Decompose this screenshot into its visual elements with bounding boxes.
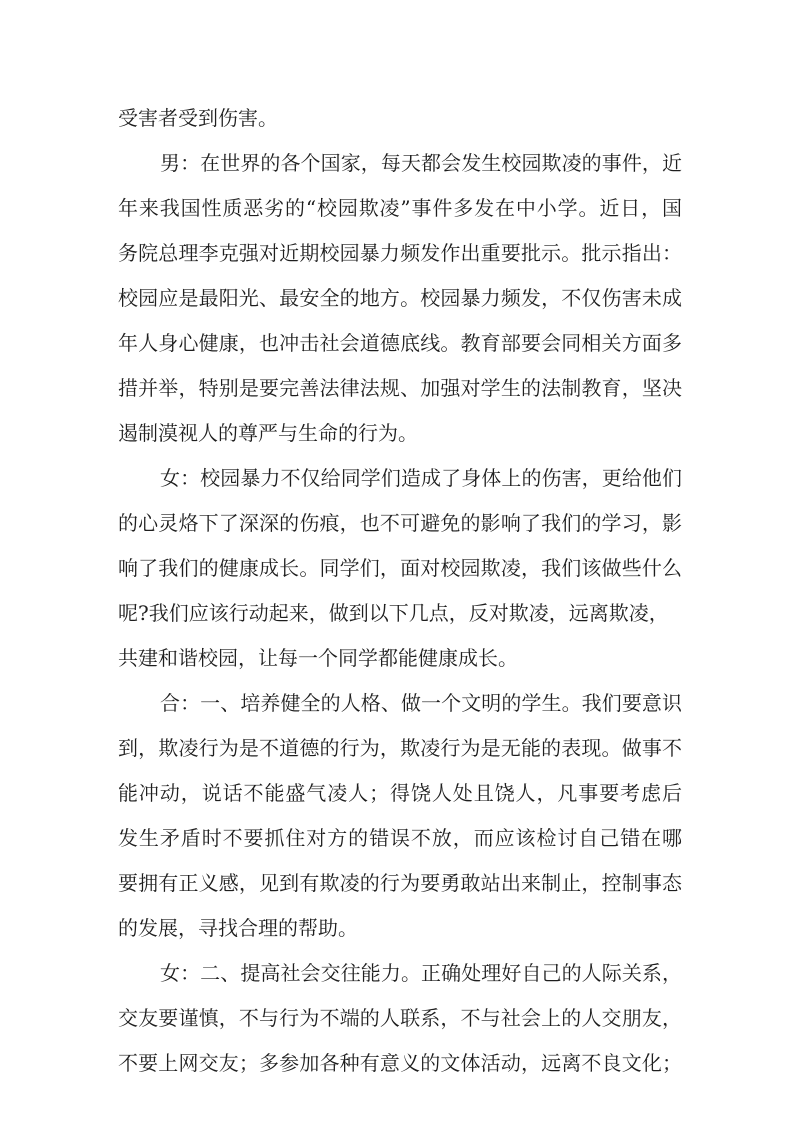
text-line: 女：二、提高社会交往能力。正确处理好自己的人际关系， <box>160 961 682 985</box>
paragraph-female-speaker-2 <box>118 951 682 1086</box>
paragraph-male-speaker <box>118 141 682 456</box>
paragraph-chorus <box>118 681 682 951</box>
text-line: 的发展，寻找合理的帮助。 <box>118 916 358 940</box>
text-line: 遏制漠视人的尊严与生命的行为。 <box>118 421 418 445</box>
text-line: 男：在世界的各个国家，每天都会发生校园欺凌的事件，近 <box>160 151 682 175</box>
text-line: 到，欺凌行为是不道德的行为，欺凌行为是无能的表现。做事不 <box>118 736 682 760</box>
text-line: 措并举，特别是要完善法律法规、加强对学生的法制教育，坚决 <box>118 376 682 400</box>
text-line: 务院总理李克强对近期校园暴力频发作出重要批示。批示指出： <box>118 241 682 265</box>
text-line: 不要上网交友；多参加各种有意义的文体活动，远离不良文化； <box>118 1051 682 1075</box>
text-line: 年来我国性质恶劣的“校园欺凌”事件多发在中小学。近日，国 <box>118 196 682 220</box>
text-line: 发生矛盾时不要抓住对方的错误不放，而应该检讨自己错在哪 <box>118 826 682 850</box>
text-line: 共建和谐校园，让每一个同学都能健康成长。 <box>118 646 518 670</box>
text-line: 能冲动，说话不能盛气凌人；得饶人处且饶人，凡事要考虑后 <box>118 781 682 805</box>
text-line: 的心灵烙下了深深的伤痕，也不可避免的影响了我们的学习，影 <box>118 511 682 535</box>
text-line: 女：校园暴力不仅给同学们造成了身体上的伤害，更给他们 <box>160 466 682 490</box>
paragraph-continuation <box>118 96 682 141</box>
text-line: 合：一、培养健全的人格、做一个文明的学生。我们要意识 <box>160 691 682 715</box>
text-line: 交友要谨慎，不与行为不端的人联系，不与社会上的人交朋友， <box>118 1006 682 1030</box>
text-line: 校园应是最阳光、最安全的地方。校园暴力频发，不仅伤害未成 <box>118 286 682 310</box>
text-line: 受害者受到伤害。 <box>118 106 278 130</box>
text-line: 呢?我们应该行动起来，做到以下几点，反对欺凌，远离欺凌， <box>118 601 669 625</box>
text-line: 响了我们的健康成长。同学们，面对校园欺凌，我们该做些什么 <box>118 556 682 580</box>
text-line: 年人身心健康，也冲击社会道德底线。教育部要会同相关方面多 <box>118 331 682 355</box>
text-line: 要拥有正义感，见到有欺凌的行为要勇敢站出来制止，控制事态 <box>118 871 682 895</box>
paragraph-female-speaker <box>118 456 682 681</box>
document-body <box>118 96 682 1086</box>
